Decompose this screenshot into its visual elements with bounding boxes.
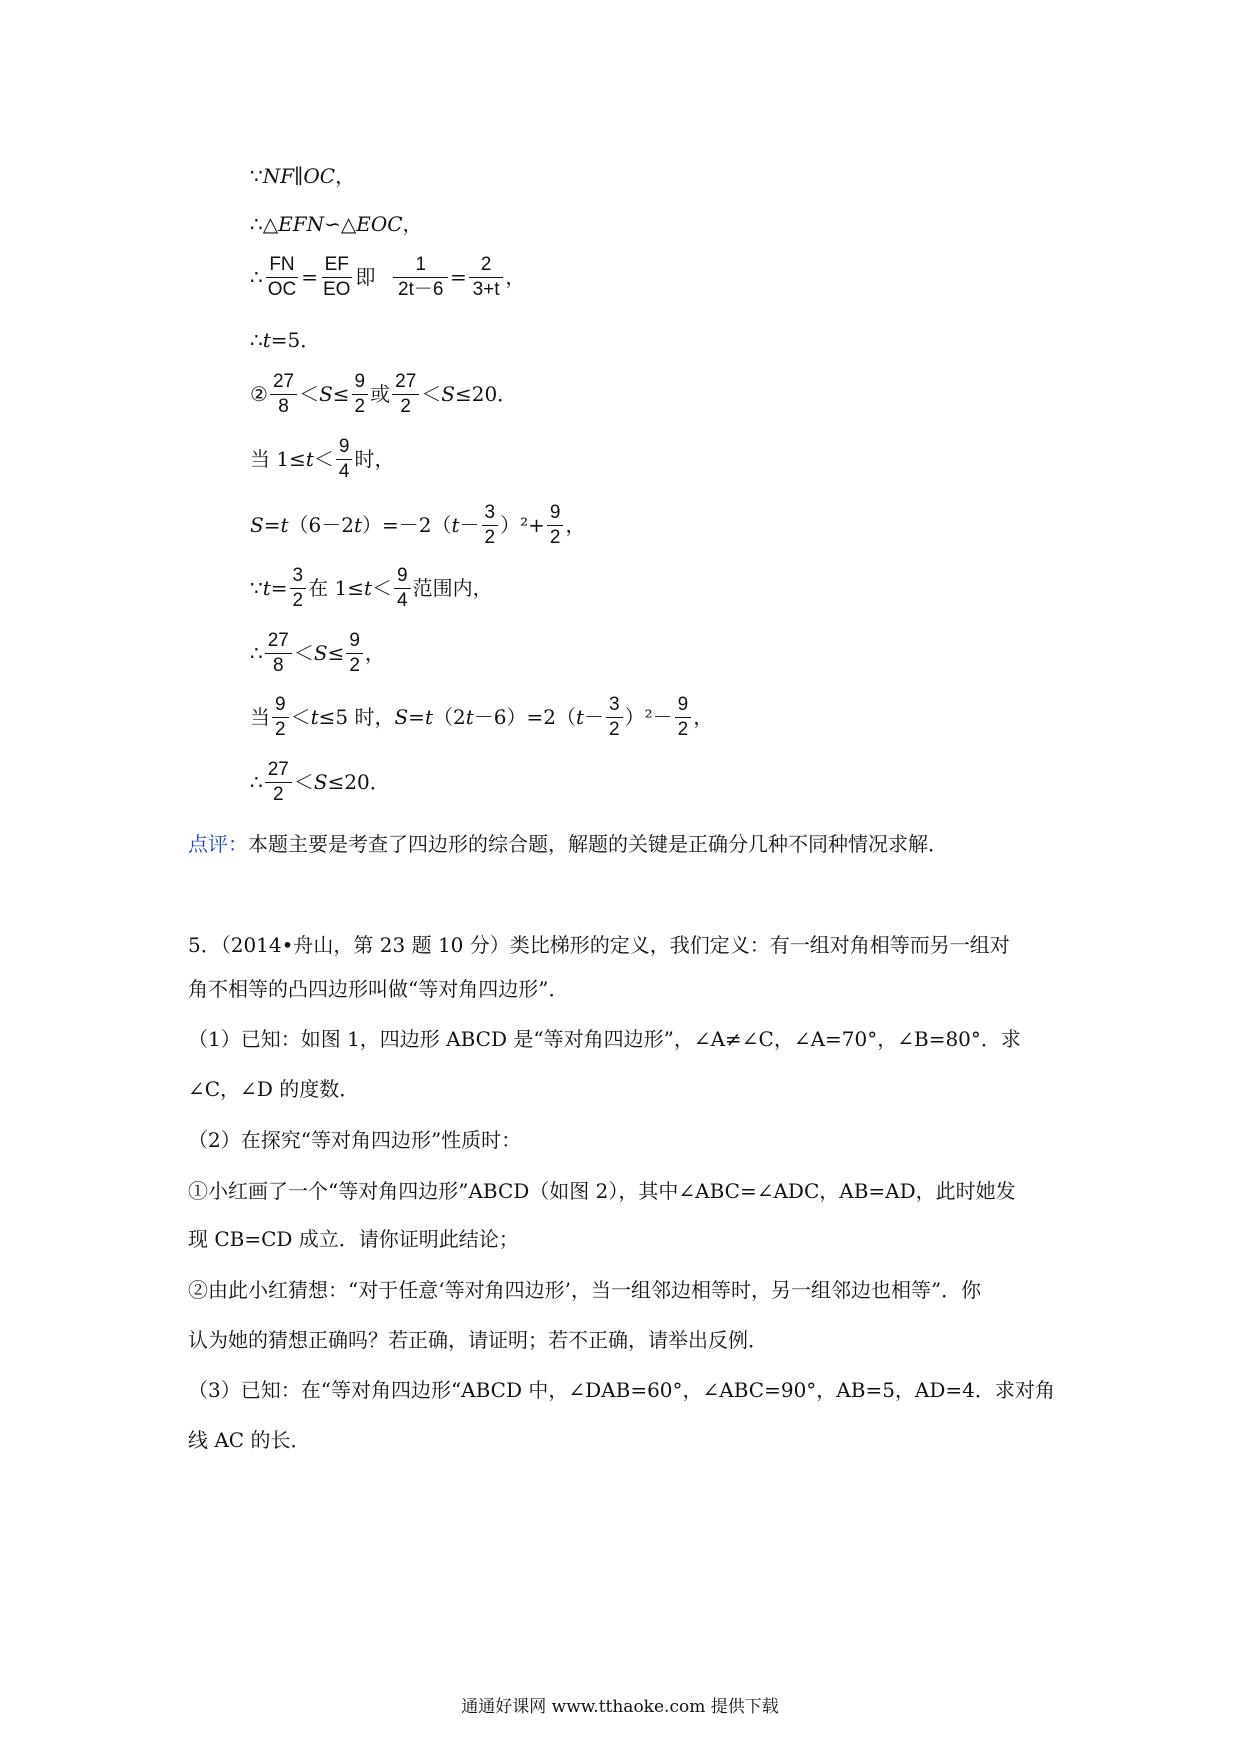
denominator: 2 <box>349 654 360 676</box>
denominator: 8 <box>273 654 284 676</box>
problem-line-5: （2）在探究“等对角四边形”性质时： <box>188 1128 522 1152</box>
comment-block <box>188 825 1058 863</box>
denominator: 8 <box>278 395 289 417</box>
numerator: 27 <box>270 372 297 395</box>
range-text: 在 1≤ <box>308 576 364 601</box>
fraction-fn-oc <box>265 255 300 300</box>
numerator: 27 <box>265 631 292 654</box>
numerator: 2 <box>469 255 504 278</box>
var-s: S <box>313 641 328 666</box>
var-t: t <box>310 705 319 730</box>
comment-label: 点评： <box>188 832 248 856</box>
when-text: 当 1≤ <box>250 447 306 472</box>
less-than: ＜ <box>293 641 314 666</box>
therefore-triangle: ∴△ <box>250 212 279 236</box>
fraction-3-2 <box>290 566 307 611</box>
therefore-symbol: ∴ <box>250 770 263 795</box>
comma: ， <box>505 265 526 290</box>
solution-line-9 <box>250 631 385 676</box>
numerator: 27 <box>392 372 419 395</box>
fraction-3-2 <box>482 503 499 548</box>
equals: = <box>450 265 467 290</box>
numerator: 9 <box>547 503 564 526</box>
solution-line-2 <box>250 214 423 234</box>
equals: = <box>408 705 425 730</box>
less-than: ＜ <box>290 705 311 730</box>
denominator: EO <box>323 278 351 300</box>
numerator: 9 <box>352 372 369 395</box>
numerator: 9 <box>675 695 692 718</box>
similar-triangle: ∽△ <box>324 212 357 236</box>
denominator: 4 <box>338 460 350 482</box>
fraction-1-over-2t-6 <box>393 255 448 300</box>
expr-part: ）²－ <box>624 705 673 730</box>
denominator: 2 <box>275 718 286 740</box>
fraction-9-2 <box>352 372 369 417</box>
denominator: 2 <box>549 526 561 548</box>
numerator: 9 <box>272 695 289 718</box>
numerator: 3 <box>290 566 307 589</box>
solution-line-6 <box>250 437 394 482</box>
problem-line-8: ②由此小红猜想：“对于任意‘等对角四边形’，当一组邻边相等时，另一组邻边也相等”．你 <box>188 1278 982 1302</box>
comma: ， <box>335 164 356 188</box>
fraction-9-2 <box>272 695 289 740</box>
less-than: ＜ <box>372 576 393 601</box>
therefore-symbol: ∴ <box>250 641 263 666</box>
parallel-statement: NF∥OC <box>262 164 336 188</box>
fraction-27-2 <box>265 760 292 805</box>
var-s: S <box>394 705 409 730</box>
problem-line-10: （3）已知：在“等对角四边形“ABCD 中，∠DAB=60°，∠ABC=90°，AB=5，AD=4．求对角 <box>188 1378 1055 1402</box>
leq-20: ≤20． <box>327 770 390 795</box>
comma: ， <box>402 212 423 236</box>
var-t: t <box>575 705 585 730</box>
var-t: t <box>424 705 433 730</box>
namely-text: 即 <box>355 265 376 290</box>
var-s: S <box>250 513 264 538</box>
fraction-9-2 <box>346 631 363 676</box>
fraction-9-2 <box>675 695 692 740</box>
problem-line-1: 5．（2014•舟山，第 23 题 10 分）类比梯形的定义，我们定义：有一组对角相等而另一组对 <box>188 933 1010 957</box>
var-t: t <box>363 576 373 601</box>
numerator: 9 <box>394 566 411 589</box>
minus: － <box>584 705 605 730</box>
equals: = <box>270 576 288 601</box>
denominator: 2 <box>484 526 496 548</box>
denominator: 2 <box>400 395 411 417</box>
denominator: 2 <box>677 718 689 740</box>
problem-line-9: 认为她的猜想正确吗？若正确，请证明；若不正确，请举出反例． <box>188 1328 768 1352</box>
var-t: t <box>262 576 271 601</box>
leq: ≤ <box>327 641 345 666</box>
fraction-3-2 <box>606 695 623 740</box>
var-t: t <box>280 513 289 538</box>
less-than: ＜ <box>299 382 320 407</box>
less-than: ＜ <box>293 770 314 795</box>
problem-line-2: 角不相等的凸四边形叫做“等对角四边形”． <box>188 977 569 1001</box>
therefore-symbol: ∴ <box>250 265 263 290</box>
numerator: 9 <box>336 437 353 460</box>
var-t: t <box>262 328 271 352</box>
expr-part: ）=－2（ <box>362 513 452 538</box>
comma: ， <box>565 513 586 538</box>
numerator: 9 <box>346 631 363 654</box>
or-text: 或 <box>370 382 391 407</box>
fraction-9-4 <box>336 437 353 482</box>
denominator: 4 <box>397 589 408 611</box>
circled-2: ② <box>250 382 268 407</box>
numerator: 3 <box>482 503 499 526</box>
solution-line-8 <box>250 566 493 611</box>
solution-line-10 <box>250 695 713 740</box>
solution-line-4 <box>250 330 320 350</box>
range-text: ≤5 时， <box>318 705 395 730</box>
denominator: 2 <box>273 783 284 805</box>
fraction-27-8 <box>265 631 292 676</box>
fraction-27-2 <box>392 372 419 417</box>
solution-line-1 <box>250 166 355 186</box>
minus: － <box>459 513 480 538</box>
comma: ， <box>693 705 714 730</box>
less-than: ＜ <box>313 447 334 472</box>
because-symbol: ∵ <box>250 164 263 188</box>
equals: = <box>263 513 281 538</box>
var-t: t <box>305 447 314 472</box>
numerator: 1 <box>393 255 448 278</box>
therefore-symbol: ∴ <box>250 328 263 352</box>
less-than: ＜ <box>421 382 442 407</box>
denominator: 2 <box>354 395 366 417</box>
var-s: S <box>441 382 455 407</box>
range-suffix: 范围内， <box>412 576 493 601</box>
leq: ≤ <box>332 382 350 407</box>
problem-line-6: ①小红画了一个“等对角四边形”ABCD（如图 2），其中∠ABC=∠ADC，AB=AD，此时她发 <box>188 1179 1016 1203</box>
solution-line-3 <box>250 255 525 300</box>
denominator: 2 <box>292 589 304 611</box>
solution-line-7 <box>250 503 585 548</box>
fraction-9-2 <box>547 503 564 548</box>
expr-part: （2 <box>432 705 466 730</box>
equals: = <box>301 265 318 290</box>
problem-line-4: ∠C，∠D 的度数． <box>188 1077 360 1101</box>
when-text: 当 <box>250 705 270 730</box>
fraction-2-over-3-plus-t <box>469 255 504 300</box>
denominator: 3+t <box>472 278 500 300</box>
denominator: 2 <box>609 718 620 740</box>
denominator: 2t－6 <box>398 278 444 300</box>
numerator: EF <box>322 255 352 278</box>
problem-line-7: 现 CB=CD 成立．请你证明此结论； <box>188 1227 519 1251</box>
because-symbol: ∵ <box>250 576 263 601</box>
fraction-27-8 <box>270 372 297 417</box>
triangle-eoc: EOC <box>356 212 403 236</box>
fraction-ef-eo <box>320 255 353 300</box>
numerator: FN <box>266 255 297 278</box>
var-s: S <box>313 770 328 795</box>
expr-part: （6－2 <box>288 513 354 538</box>
var-t: t <box>465 705 474 730</box>
var-t: t <box>353 513 363 538</box>
leq-20: ≤20． <box>454 382 518 407</box>
solution-line-11 <box>250 760 390 805</box>
denominator: OC <box>267 278 297 300</box>
comment-text: 本题主要是考查了四边形的综合题，解题的关键是正确分几种不同种情况求解． <box>248 832 948 856</box>
expr-part: ）²+ <box>500 513 545 538</box>
page-footer: 通通好课网 www.tthaoke.com 提供下载 <box>461 1697 779 1717</box>
var-s: S <box>319 382 333 407</box>
expr-part: －6）=2（ <box>473 705 576 730</box>
numerator: 3 <box>606 695 623 718</box>
when-suffix: 时， <box>354 447 395 472</box>
solution-line-5 <box>250 372 517 417</box>
problem-line-3: （1）已知：如图 1，四边形 ABCD 是“等对角四边形”，∠A≠∠C，∠A=70°，∠B=80°．求 <box>188 1027 1021 1051</box>
t-value: =5． <box>270 328 321 352</box>
triangle-efn: EFN <box>278 212 325 236</box>
problem-line-11: 线 AC 的长． <box>188 1428 311 1452</box>
numerator: 27 <box>265 760 292 783</box>
fraction-9-4 <box>394 566 411 611</box>
var-t: t <box>451 513 460 538</box>
comma: ， <box>364 641 385 666</box>
